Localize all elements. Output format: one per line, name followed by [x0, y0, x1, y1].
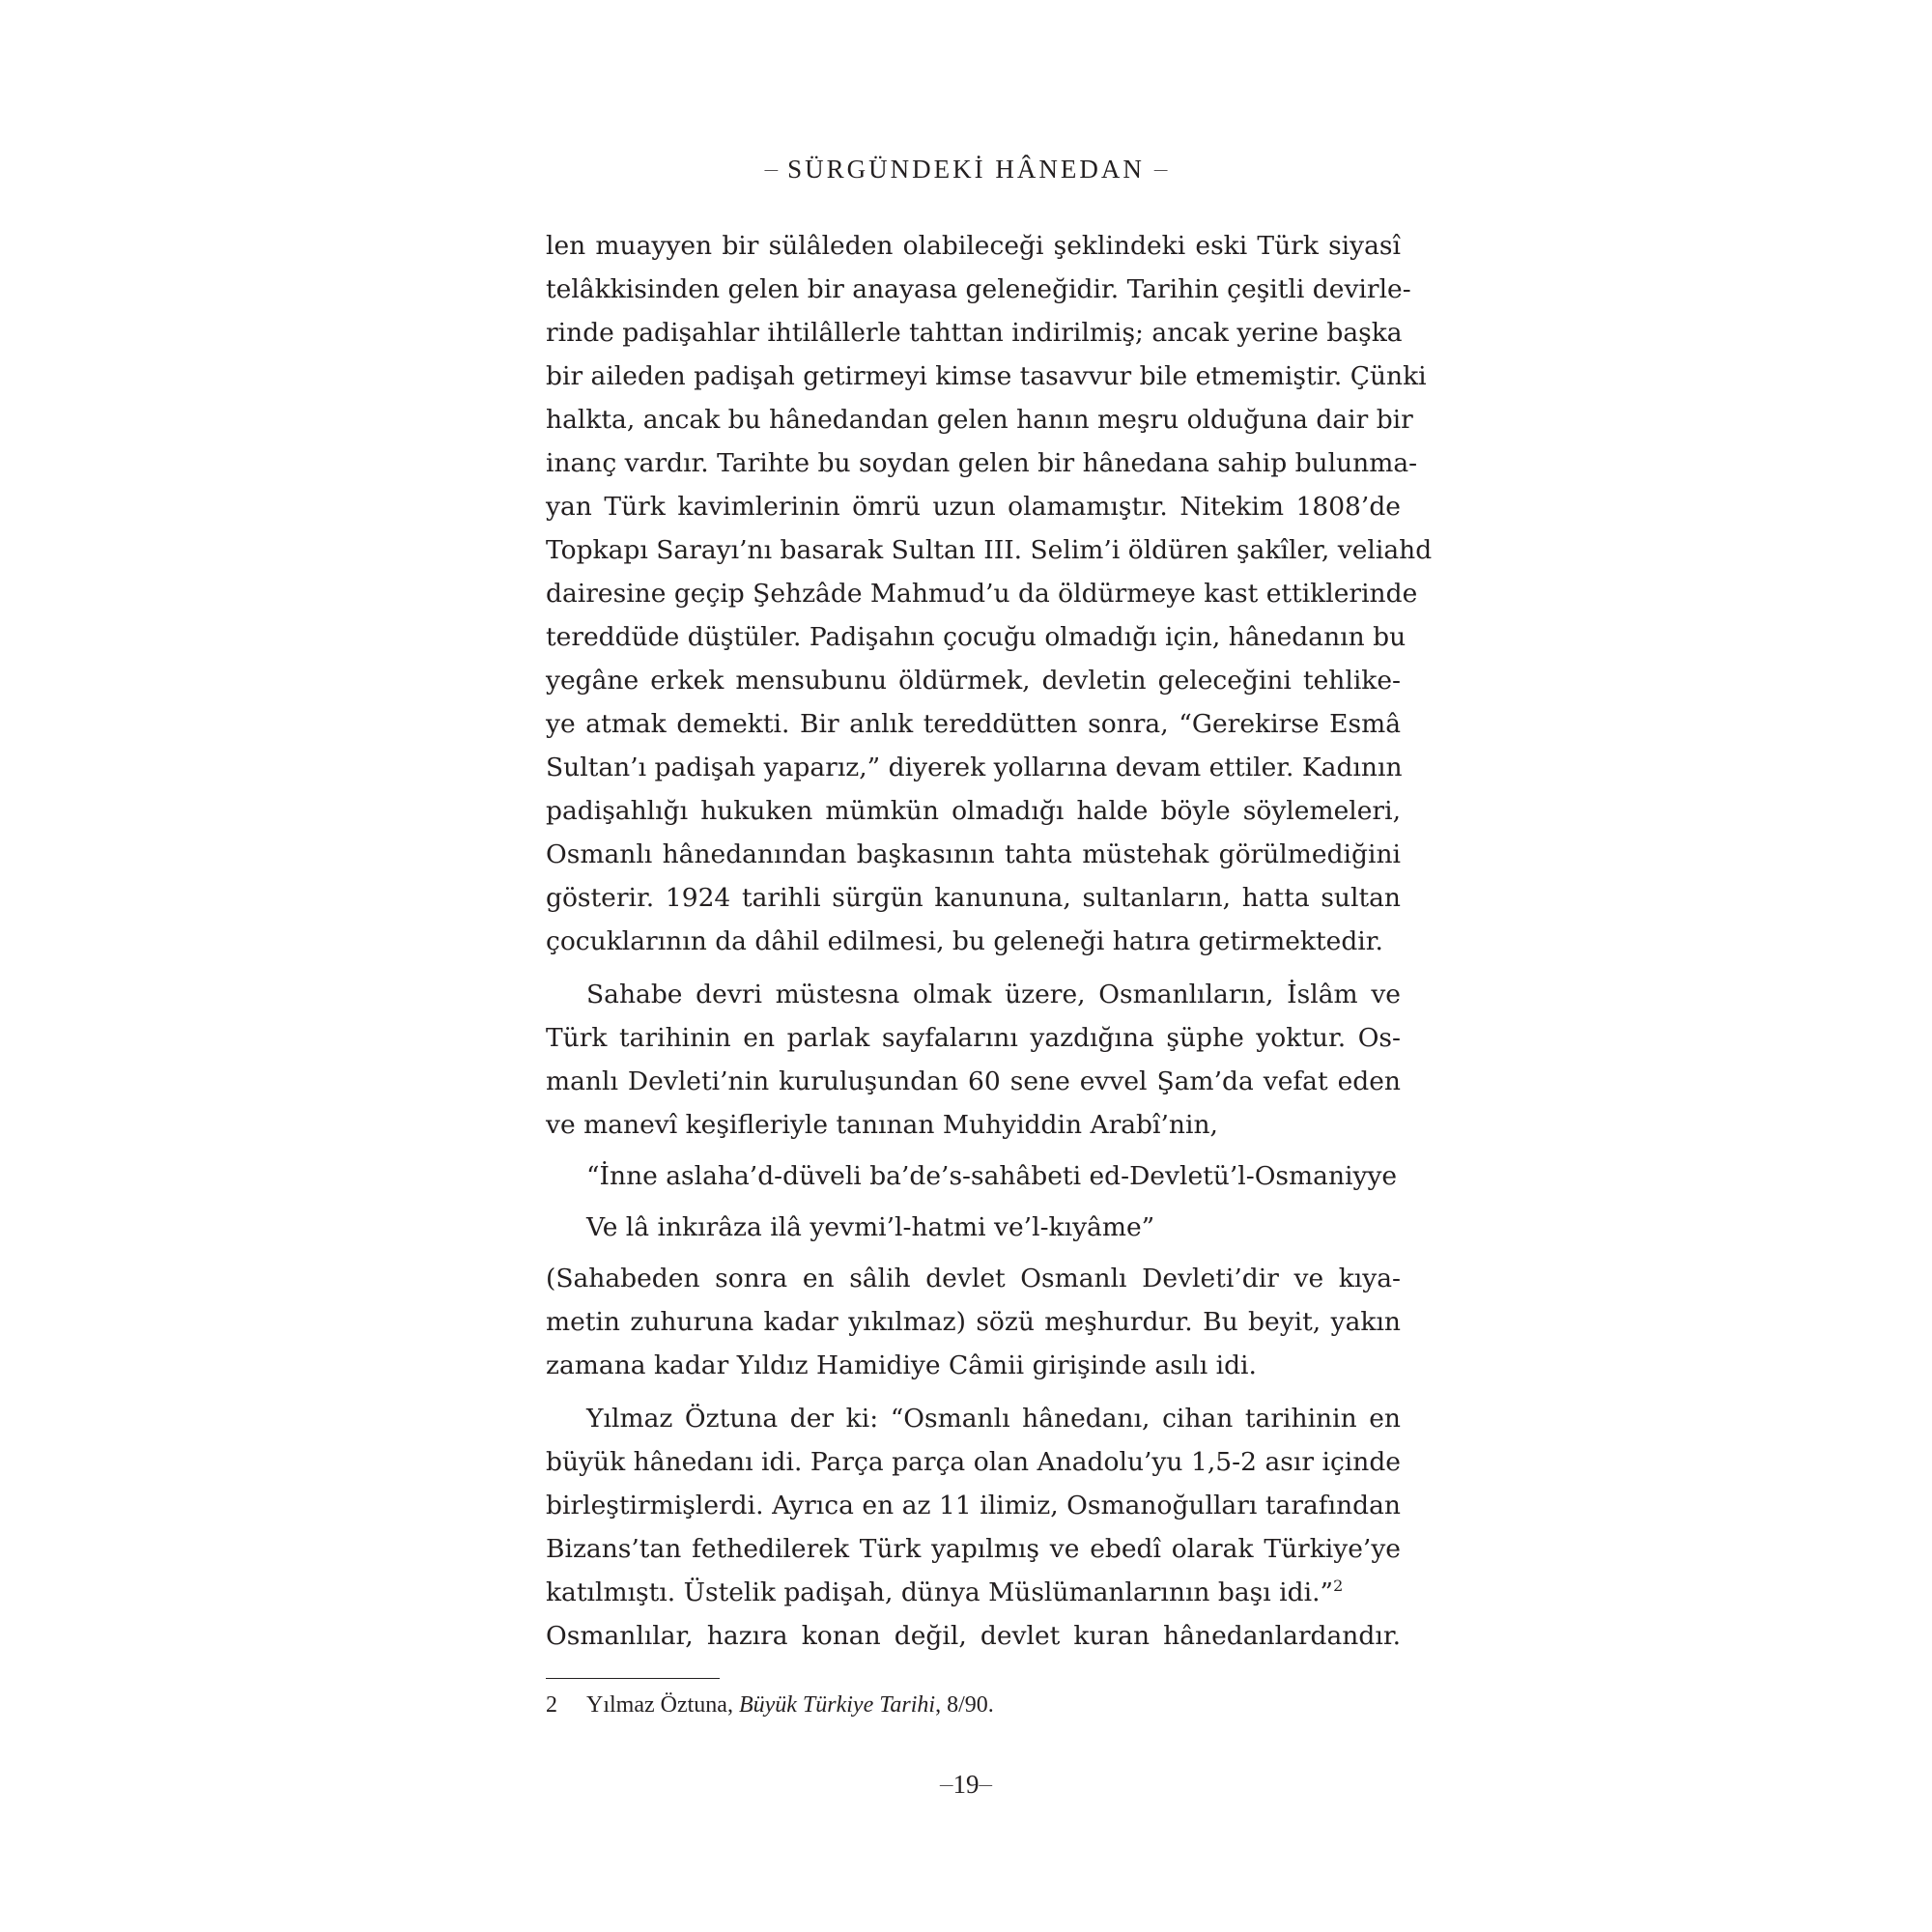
text-line: rinde padişahlar ihtilâllerle tahttan indirilmiş; ancak yerine başka — [546, 318, 1403, 348]
text-line: Osmanlı hânedanından başkasının tahta müstehak görülmediğini — [546, 839, 1401, 869]
text-line: yegâne erkek mensubunu öldürmek, devletin geleceğini tehlike- — [546, 666, 1401, 696]
footnote-author: Yılmaz Öztuna, — [586, 1692, 733, 1718]
text-line: dairesine geçip Şehzâde Mahmud’u da öldürmeye kast ettiklerinde — [546, 579, 1418, 609]
verse-quote — [546, 1154, 1401, 1249]
text-line: çocuklarının da dâhil edilmesi, bu geleneği hatıra getirmektedir. — [546, 926, 1383, 956]
text-line: gösterir. 1924 tarihli sürgün kanununa, sultanların, hatta sultan — [546, 883, 1401, 913]
paragraph-gap — [546, 1387, 1401, 1397]
text-line: Sultan’ı padişah yaparız,” diyerek yollarına devam ettiler. Kadının — [546, 753, 1403, 782]
text-line: yan Türk kavimlerinin ömrü uzun olamamıştır. Nitekim 1808’de — [546, 492, 1401, 522]
text-line: len muayyen bir sülâleden olabileceği şeklindeki eski Türk siyasî — [546, 231, 1401, 261]
text-line: padişahlığı hukuken mümkün olmadığı halde böyle söylemeleri, — [546, 796, 1401, 826]
footnote — [546, 1692, 994, 1719]
text-line: telâkkisinden gelen bir anayasa geleneğidir. Tarihin çeşitli devirle- — [546, 274, 1411, 304]
text-line: ve manevî keşifleriyle tanınan Muhyiddin Arabî’nin, — [546, 1110, 1218, 1140]
text-line: zamana kadar Yıldız Hamidiye Câmii girişinde asılı idi. — [546, 1350, 1257, 1380]
text-line: katılmıştı. Üstelik padişah, dünya Müslümanlarının başı idi.” — [546, 1577, 1334, 1607]
text-line: manlı Devleti’nin kuruluşundan 60 sene evvel Şam’da vefat eden — [546, 1066, 1401, 1096]
paragraph-gap — [546, 1147, 1401, 1154]
text-line: Yılmaz Öztuna der ki: “Osmanlı hânedanı, cihan tarihinin en — [586, 1404, 1401, 1434]
text-line: (Sahabeden sonra en sâlih devlet Osmanlı Devleti’dir ve kıya- — [546, 1264, 1401, 1293]
text-line: Türk tarihinin en parlak sayfalarını yazdığına şüphe yoktur. Os- — [546, 1023, 1401, 1053]
footnote-book-title: Büyük Türkiye Tarihi — [738, 1692, 936, 1718]
page-number — [0, 1770, 1932, 1800]
running-title: SÜRGÜNDEKİ HÂNEDAN — [787, 155, 1145, 184]
paragraph — [546, 1257, 1401, 1387]
footnote-reference[interactable]: 2 — [1333, 1577, 1344, 1595]
paragraph — [546, 1397, 1401, 1658]
footnote-divider — [546, 1678, 720, 1679]
text-line: halkta, ancak bu hânedandan gelen hanın meşru olduğuna dair bir — [546, 405, 1413, 435]
footnote-pages: , 8/90. — [935, 1692, 994, 1718]
text-line: büyük hânedanı idi. Parça parça olan Anadolu’yu 1,5-2 asır içinde — [546, 1447, 1401, 1477]
page-number-value: 19 — [952, 1770, 980, 1799]
folio-dash-left: – — [940, 1776, 953, 1794]
text-line: metin zuhuruna kadar yıkılmaz) sözü meşhurdur. Bu beyit, yakın — [546, 1307, 1401, 1337]
paragraph-gap — [546, 963, 1401, 973]
text-line: bir aileden padişah getirmeyi kimse tasavvur bile etmemiştir. Çünki — [546, 361, 1427, 391]
paragraph-gap — [546, 1249, 1401, 1257]
body-text — [546, 224, 1433, 1658]
text-line-with-footnote — [546, 1571, 1401, 1614]
paragraph — [546, 973, 1401, 1147]
text-line: Sahabe devri müstesna olmak üzere, Osmanlıların, İslâm ve — [586, 980, 1401, 1009]
verse-line: Ve lâ inkırâza ilâ yevmi’l-hatmi ve’l-kıyâme” — [586, 1212, 1155, 1242]
text-line: Bizans’tan fethedilerek Türk yapılmış ve ebedî olarak Türkiye’ye — [546, 1534, 1401, 1564]
verse-gap — [546, 1198, 1401, 1206]
verse-line: “İnne aslaha’d-düveli ba’de’s-sahâbeti ed-Devletü’l-Osmaniyye — [586, 1161, 1398, 1191]
text-line: tereddüde düştüler. Padişahın çocuğu olmadığı için, hânedanın bu — [546, 622, 1406, 652]
text-line: birleştirmişlerdi. Ayrıca en az 11 ilimiz, Osmanoğulları tarafından — [546, 1491, 1401, 1520]
folio-dash-right: – — [979, 1776, 992, 1794]
footnote-number: 2 — [546, 1692, 557, 1718]
running-header — [0, 155, 1932, 185]
paragraph — [546, 224, 1433, 963]
header-dash-left: – — [764, 160, 779, 179]
text-line: ye atmak demekti. Bir anlık tereddütten sonra, “Gerekirse Esmâ — [546, 709, 1401, 739]
text-line: inanç vardır. Tarihte bu soydan gelen bir hânedana sahip bulunma- — [546, 448, 1418, 478]
text-line: Topkapı Sarayı’nı basarak Sultan III. Selim’i öldüren şakîler, veliahd — [546, 535, 1433, 565]
text-line: Osmanlılar, hazıra konan değil, devlet kuran hânedanlardandır. — [546, 1621, 1401, 1651]
header-dash-right: – — [1153, 160, 1168, 179]
